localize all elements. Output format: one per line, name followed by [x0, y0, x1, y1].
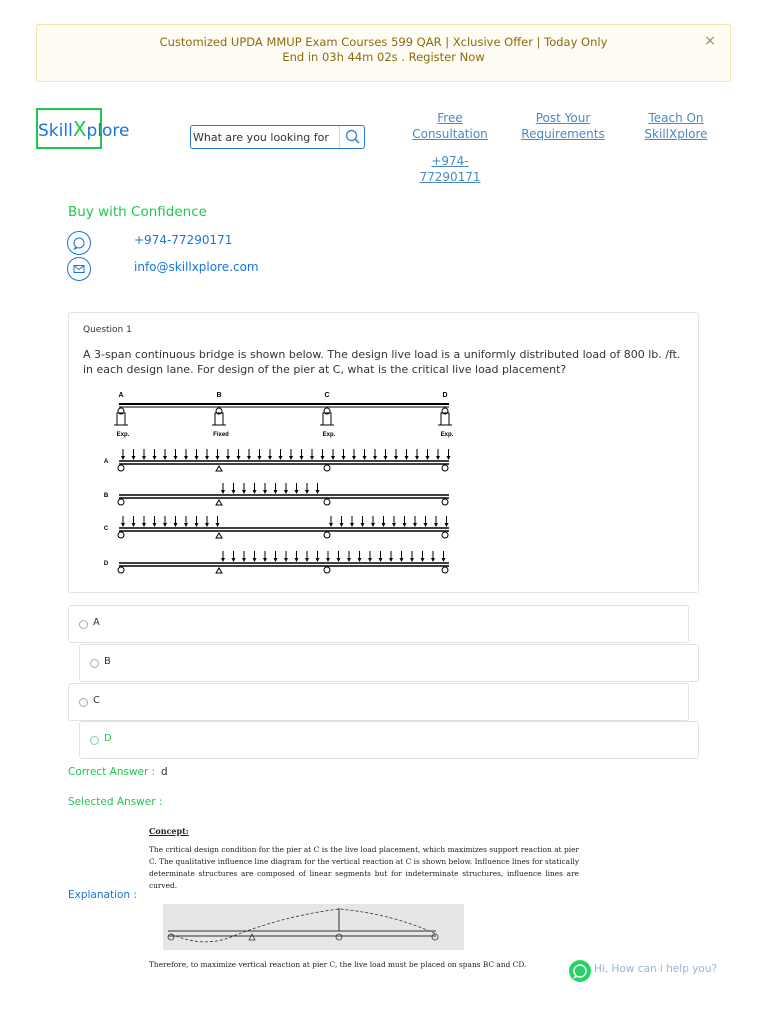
case-label: D	[103, 561, 109, 567]
load-arrowhead	[205, 456, 209, 460]
explanation-label: Explanation :	[68, 889, 137, 901]
load-arrowhead	[316, 558, 320, 562]
load-arrowhead	[274, 558, 278, 562]
option-label: B	[104, 656, 111, 667]
correct-answer-value: d	[161, 766, 168, 778]
load-arrowhead	[263, 558, 267, 562]
load-arrowhead	[184, 456, 188, 460]
load-arrowhead	[358, 558, 362, 562]
load-arrowhead	[379, 558, 383, 562]
support-label: D	[442, 392, 448, 399]
contact-phone[interactable]: +974-77290171	[134, 233, 233, 247]
load-arrowhead	[316, 490, 320, 494]
case-label: A	[103, 459, 109, 465]
load-arrowhead	[237, 456, 241, 460]
free-consultation-line1: Free	[437, 111, 463, 125]
support-type-label: Fixed	[213, 432, 229, 438]
load-arrowhead	[442, 558, 446, 562]
search-icon	[340, 126, 365, 148]
post-requirements-line1: Post Your	[535, 111, 591, 125]
load-arrowhead	[321, 456, 325, 460]
load-arrowhead	[205, 523, 209, 527]
option-c[interactable]	[68, 683, 689, 721]
load-arrowhead	[132, 523, 136, 527]
option-label: A	[93, 617, 100, 628]
load-arrowhead	[373, 456, 377, 460]
influence-line-figure	[163, 904, 464, 950]
load-arrowhead	[284, 558, 288, 562]
load-arrowhead	[445, 523, 449, 527]
load-arrowhead	[132, 456, 136, 460]
load-arrowhead	[413, 523, 417, 527]
load-arrowhead	[195, 456, 199, 460]
search-button[interactable]	[339, 126, 364, 148]
search-input[interactable]	[193, 128, 339, 146]
load-arrowhead	[242, 490, 246, 494]
load-arrowhead	[253, 490, 257, 494]
pier	[117, 413, 125, 425]
load-arrowhead	[268, 456, 272, 460]
roller-support	[442, 567, 448, 573]
load-arrowhead	[279, 456, 283, 460]
teach-on-line1: Teach On	[648, 111, 704, 125]
load-arrowhead	[305, 558, 309, 562]
load-arrowhead	[352, 456, 356, 460]
load-arrowhead	[431, 558, 435, 562]
load-arrowhead	[421, 558, 425, 562]
header-phone-link[interactable]: +974-77290171	[419, 154, 481, 184]
explanation-body: The critical design condition for the pier at C is the live load placement, which maximizes support reaction at pier C. The qualitative influence line diagram for the vertical reaction at C is shown below. Influence lines for statically determinate structures are composed of linear segments but for indeterminate structures, influence lines are curved.	[149, 845, 579, 890]
close-icon[interactable]: ×	[704, 33, 716, 49]
teach-on-link[interactable]	[640, 110, 712, 142]
roller-support	[442, 465, 448, 471]
buy-with-confidence-heading: Buy with Confidence	[68, 204, 207, 220]
load-arrowhead	[221, 558, 225, 562]
load-arrowhead	[403, 523, 407, 527]
promo-banner-line1: Customized UPDA MMUP Exam Courses 599 QAR | Xclusive Offer | Today Only	[159, 35, 608, 49]
mail-icon[interactable]	[67, 257, 91, 281]
load-arrowhead	[253, 558, 257, 562]
correct-answer-label: Correct Answer :	[68, 766, 156, 778]
case-label: C	[103, 526, 109, 532]
teach-on-line2: SkillXplore	[644, 127, 708, 141]
load-arrowhead	[368, 558, 372, 562]
load-arrowhead	[340, 523, 344, 527]
load-arrowhead	[121, 456, 125, 460]
load-arrowhead	[232, 558, 236, 562]
load-arrowhead	[300, 456, 304, 460]
load-arrowhead	[221, 490, 225, 494]
load-arrowhead	[384, 456, 388, 460]
load-arrowhead	[195, 523, 199, 527]
roller-support	[118, 499, 124, 505]
support-type-label: Exp.	[322, 432, 336, 438]
post-requirements-link[interactable]	[520, 110, 606, 142]
load-arrowhead	[226, 456, 230, 460]
explanation-conclusion: Therefore, to maximize vertical reaction at pier C, the live load must be placed on spans BC and CD.	[149, 960, 527, 969]
load-arrowhead	[405, 456, 409, 460]
chat-prompt[interactable]: Hi, How can i help you?	[594, 963, 718, 975]
load-arrowhead	[216, 523, 220, 527]
load-arrowhead	[163, 456, 167, 460]
load-arrowhead	[371, 523, 375, 527]
radio-icon[interactable]	[90, 659, 99, 668]
whatsapp-icon[interactable]	[67, 231, 91, 255]
roller-support	[324, 532, 330, 538]
roller-support	[442, 532, 448, 538]
load-arrowhead	[274, 490, 278, 494]
load-arrowhead	[174, 523, 178, 527]
load-arrowhead	[361, 523, 365, 527]
support-type-label: Exp.	[116, 432, 130, 438]
load-arrowhead	[305, 490, 309, 494]
contact-email[interactable]: info@skillxplore.com	[134, 260, 259, 274]
support-label: B	[216, 392, 222, 399]
roller-support	[118, 465, 124, 471]
radio-icon[interactable]	[90, 736, 99, 745]
promo-banner[interactable]	[36, 24, 731, 82]
load-arrowhead	[410, 558, 414, 562]
load-arrowhead	[337, 558, 341, 562]
support-label: C	[324, 392, 330, 399]
load-arrowhead	[242, 558, 246, 562]
load-arrowhead	[363, 456, 367, 460]
load-arrowhead	[258, 456, 262, 460]
roller-support	[324, 567, 330, 573]
radio-icon[interactable]	[79, 698, 88, 707]
support-type-label: Exp.	[440, 432, 454, 438]
bridge-figure	[99, 391, 459, 583]
pin-support	[216, 466, 222, 471]
load-arrowhead	[382, 523, 386, 527]
radio-icon[interactable]	[79, 620, 88, 629]
option-d[interactable]	[79, 721, 699, 759]
load-arrowhead	[295, 558, 299, 562]
load-arrowhead	[289, 456, 293, 460]
roller-support	[324, 465, 330, 471]
roller-support	[442, 499, 448, 505]
promo-banner-line2[interactable]: End in 03h 44m 02s . Register Now	[282, 50, 485, 64]
pier	[215, 413, 223, 425]
option-label: C	[93, 695, 100, 706]
pier	[323, 413, 331, 425]
load-arrowhead	[284, 490, 288, 494]
load-arrowhead	[326, 558, 330, 562]
load-arrowhead	[392, 523, 396, 527]
load-arrowhead	[424, 523, 428, 527]
free-consultation-link[interactable]	[412, 110, 488, 142]
load-arrowhead	[426, 456, 430, 460]
question-number: Question 1	[83, 325, 132, 335]
load-arrowhead	[436, 456, 440, 460]
roller-support	[324, 499, 330, 505]
load-arrowhead	[153, 523, 157, 527]
free-consultation-line2: Consultation	[412, 127, 488, 141]
pin-support	[216, 533, 222, 538]
load-arrowhead	[142, 523, 146, 527]
search-box[interactable]	[190, 125, 365, 149]
option-a[interactable]	[68, 605, 689, 643]
load-arrowhead	[121, 523, 125, 527]
concept-title: Concept:	[149, 826, 189, 836]
load-arrowhead	[174, 456, 178, 460]
post-requirements-line2: Requirements	[521, 127, 605, 141]
load-arrowhead	[295, 490, 299, 494]
load-arrowhead	[434, 523, 438, 527]
option-label: D	[104, 733, 112, 744]
pier	[441, 413, 449, 425]
logo-x: X	[72, 117, 87, 141]
case-label: B	[103, 493, 109, 499]
pin-support	[216, 500, 222, 505]
load-arrowhead	[142, 456, 146, 460]
load-arrowhead	[153, 456, 157, 460]
load-arrowhead	[232, 490, 236, 494]
load-arrowhead	[163, 523, 167, 527]
roller-support	[118, 567, 124, 573]
load-arrowhead	[447, 456, 451, 460]
load-arrowhead	[310, 456, 314, 460]
question-card	[68, 312, 699, 593]
load-arrowhead	[263, 490, 267, 494]
load-arrowhead	[216, 456, 220, 460]
question-text: A 3-span continuous bridge is shown below. The design live load is a uniformly distributed load of 800 lb. /ft. in each design lane. For design of the pier at C, what is the critical live load placement?	[83, 348, 681, 376]
logo-suffix: plore	[86, 121, 130, 141]
whatsapp-chat-icon[interactable]	[569, 960, 591, 982]
option-b[interactable]	[79, 644, 699, 682]
load-arrowhead	[389, 558, 393, 562]
explanation-block	[149, 826, 579, 892]
logo-prefix: Skill	[38, 121, 73, 141]
selected-answer-label: Selected Answer :	[68, 796, 163, 808]
load-arrowhead	[184, 523, 188, 527]
pin-support	[216, 568, 222, 573]
load-arrowhead	[331, 456, 335, 460]
load-arrowhead	[394, 456, 398, 460]
roller-support	[118, 532, 124, 538]
load-arrowhead	[347, 558, 351, 562]
load-arrowhead	[329, 523, 333, 527]
logo-text[interactable]	[38, 117, 130, 141]
load-arrowhead	[350, 523, 354, 527]
load-arrowhead	[415, 456, 419, 460]
support-label: A	[118, 392, 124, 399]
load-arrowhead	[342, 456, 346, 460]
load-arrowhead	[247, 456, 251, 460]
load-arrowhead	[400, 558, 404, 562]
